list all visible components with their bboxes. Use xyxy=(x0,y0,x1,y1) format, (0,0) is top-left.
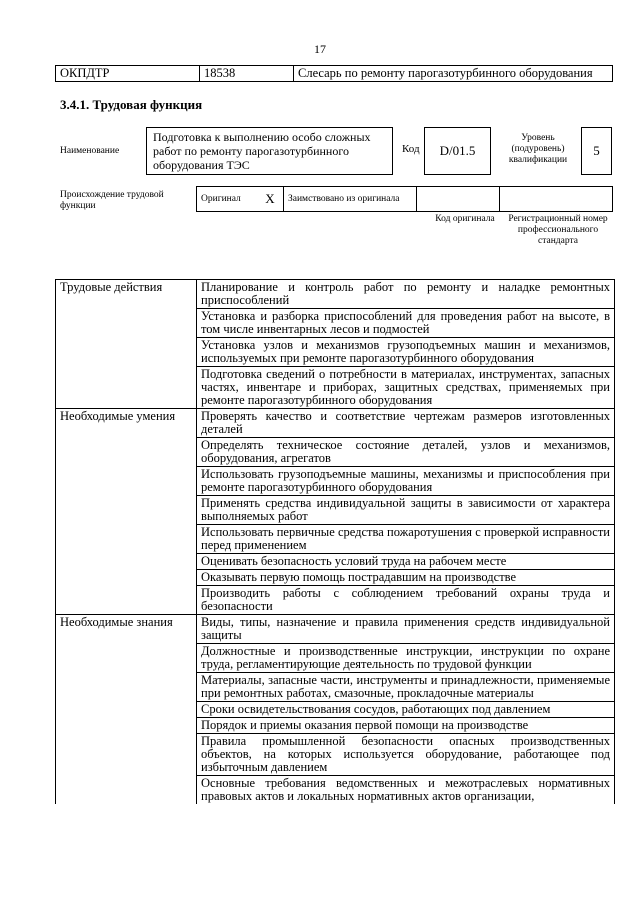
okpdtr-label: ОКПДТР xyxy=(56,66,200,82)
table-row xyxy=(56,280,615,309)
table-row xyxy=(56,409,615,438)
level-box: 5 xyxy=(581,127,612,175)
okpdtr-table xyxy=(55,65,613,82)
list-item: Определять техническое состояние деталей, узлов и механизмов, оборудования, агрегатов xyxy=(197,438,615,467)
original-label: Оригинал xyxy=(197,187,258,212)
list-item: Использовать первичные средства пожаротушения с проверкой исправности перед применением xyxy=(197,525,615,554)
list-item: Правила промышленной безопасности опасных производственных объектов, на которых используется оборудование, работающее под избыточным давлением xyxy=(197,734,615,776)
name-label: Наименование xyxy=(60,146,120,156)
borrowed-label: Заимствовано из оригинала xyxy=(284,187,417,212)
function-code-box: D/01.5 xyxy=(424,127,491,175)
category-skills: Необходимые умения xyxy=(56,409,197,615)
list-item: Проверять качество и соответствие чертежам размеров изготовленных деталей xyxy=(197,409,615,438)
category-labor-actions: Трудовые действия xyxy=(56,280,197,409)
list-item: Производить работы с соблюдением требований охраны труда и безопасности xyxy=(197,586,615,615)
original-mark: X xyxy=(257,187,284,212)
list-item: Виды, типы, назначение и правила применения средств индивидуальной защиты xyxy=(197,615,615,644)
list-item: Оказывать первую помощь пострадавшим на производстве xyxy=(197,570,615,586)
okpdtr-title: Слесарь по ремонту парогазотурбинного оборудования xyxy=(294,66,613,82)
origin-label: Происхождение трудовой функции xyxy=(60,190,164,211)
list-item: Материалы, запасные части, инструменты и принадлежности, применяемые при ремонтных работах, смазочные, прокладочные материалы xyxy=(197,673,615,702)
origin-table xyxy=(196,186,613,212)
list-item: Применять средства индивидуальной защиты в зависимости от характера выполняемых работ xyxy=(197,496,615,525)
category-knowledge: Необходимые знания xyxy=(56,615,197,805)
list-item: Основные требования ведомственных и межотраслевых нормативных правовых актов и локальных нормативных актов организации, xyxy=(197,776,615,805)
list-item: Планирование и контроль работ по ремонту и наладке ремонтных приспособлений xyxy=(197,280,615,309)
function-details-table xyxy=(55,279,615,804)
list-item: Подготовка сведений о потребности в материалах, инструментах, запасных частях, инвентаре и приборах, защитных средствах, применяемых при ремонте парогазотурбинного оборудования xyxy=(197,367,615,409)
list-item: Установка узлов и механизмов грузоподъемных машин и механизмов, используемых при ремонте парогазотурбинного оборудования xyxy=(197,338,615,367)
function-name-box: Подготовка к выполнению особо сложных работ по ремонту парогазотурбинного оборудования ТЭС xyxy=(146,127,393,175)
list-item: Сроки освидетельствования сосудов, работающих под давлением xyxy=(197,702,615,718)
list-item: Оценивать безопасность условий труда на рабочем месте xyxy=(197,554,615,570)
code-label: Код xyxy=(402,143,420,155)
page-number: 17 xyxy=(314,42,326,56)
list-item: Установка и разборка приспособлений для проведения работ на высоте, в том числе инвентарных лесов и подмостей xyxy=(197,309,615,338)
code-caption: Код оригинала xyxy=(435,214,495,224)
okpdtr-code: 18538 xyxy=(200,66,294,82)
list-item: Должностные и производственные инструкции, инструкции по охране труда, регламентирующие деятельность по трудовой функции xyxy=(197,644,615,673)
reg-caption: Регистрационный номер профессионального стандарта xyxy=(508,214,608,246)
level-label: Уровень (подуровень) квалификации xyxy=(508,133,568,165)
origin-code-cell xyxy=(417,187,500,212)
table-row xyxy=(56,615,615,644)
section-title: 3.4.1. Трудовая функция xyxy=(60,97,203,112)
list-item: Использовать грузоподъемные машины, механизмы и приспособления при ремонте парогазотурбинного оборудования xyxy=(197,467,615,496)
list-item: Порядок и приемы оказания первой помощи на производстве xyxy=(197,718,615,734)
origin-reg-cell xyxy=(500,187,613,212)
